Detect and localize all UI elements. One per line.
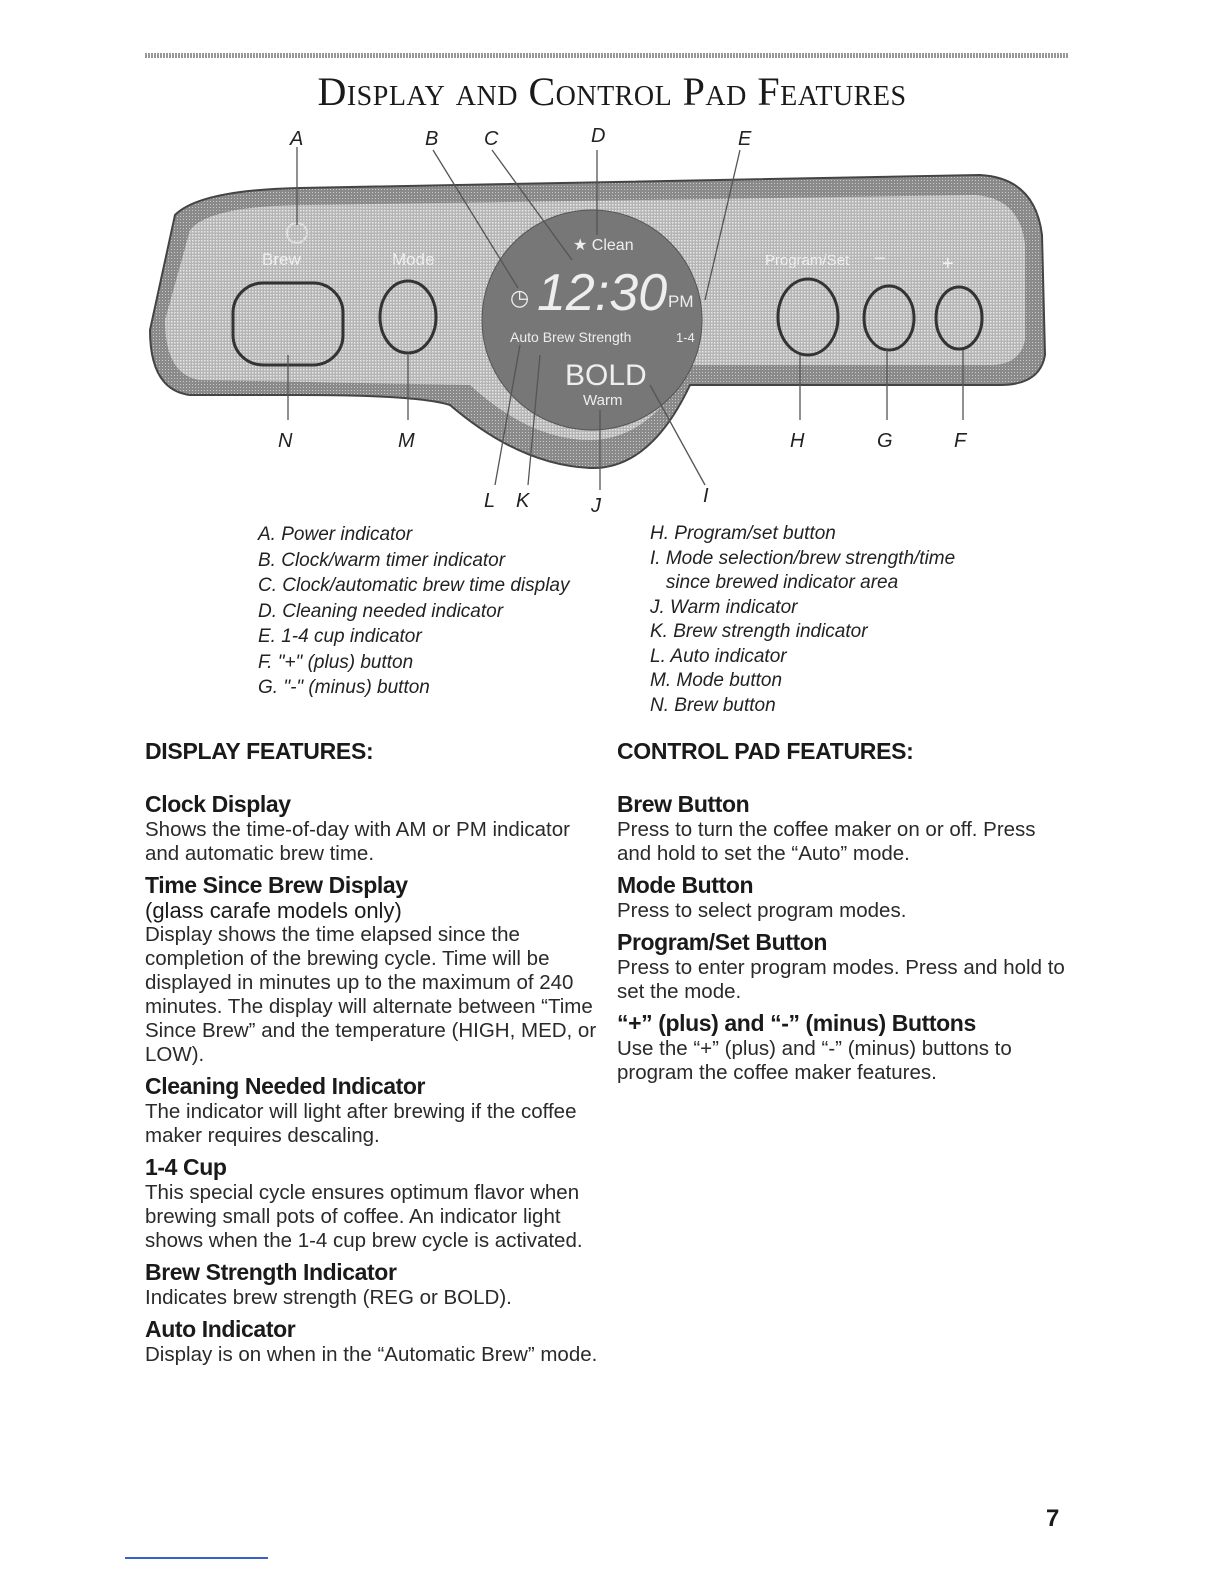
feature-text: Shows the time-of-day with AM or PM indicator and automatic brew time. <box>145 818 570 865</box>
minus-label: − <box>874 248 886 270</box>
legend-item: M. Mode button <box>650 670 783 691</box>
callout-c: C <box>484 128 499 150</box>
strength-display: BOLD <box>565 359 647 392</box>
legend-left <box>258 522 570 701</box>
callout-a: A <box>290 128 304 150</box>
callout-e: E <box>738 128 752 150</box>
callout-m: M <box>398 430 415 452</box>
pm-indicator: PM <box>668 292 694 311</box>
minus-button[interactable] <box>864 286 914 350</box>
feature-text: Press to turn the coffee maker on or off. Press and hold to set the “Auto” mode. <box>617 818 1036 865</box>
auto-brew-strength-indicator: Auto Brew Strength <box>510 329 632 345</box>
plus-label: + <box>942 253 954 275</box>
feature-text: Press to enter program modes. Press and hold to set the mode. <box>617 956 1065 1003</box>
section-heading: DISPLAY FEATURES: <box>145 738 374 764</box>
legend-item: since brewed indicator area <box>650 572 899 593</box>
callout-d: D <box>591 125 606 147</box>
time-display: 12:30 <box>537 264 668 322</box>
feature-title: Clock Display <box>145 791 291 817</box>
mode-button[interactable] <box>380 281 436 353</box>
program-set-label: Program/Set <box>765 252 850 269</box>
feature-title: Mode Button <box>617 872 754 898</box>
feature-text: Use the “+” (plus) and “-” (minus) buttons to program the coffee maker features. <box>617 1037 1012 1084</box>
feature-text: Press to select program modes. <box>617 899 907 922</box>
callout-j: J <box>591 495 601 517</box>
feature-title: Auto Indicator <box>145 1316 296 1342</box>
callout-b: B <box>425 128 439 150</box>
section-heading: CONTROL PAD FEATURES: <box>617 738 914 764</box>
legend-item: K. Brew strength indicator <box>650 621 868 642</box>
feature-title: Cleaning Needed Indicator <box>145 1073 426 1099</box>
feature-text: The indicator will light after brewing if the coffee maker requires descaling. <box>145 1100 577 1147</box>
plus-button[interactable] <box>936 287 982 349</box>
feature-title: Program/Set Button <box>617 929 828 955</box>
brew-label: Brew <box>262 250 301 269</box>
display-features <box>145 738 600 1367</box>
control-pad-features <box>617 738 1067 1085</box>
callout-f: F <box>954 430 967 452</box>
feature-title: Brew Strength Indicator <box>145 1259 397 1285</box>
legend-item: I. Mode selection/brew strength/time <box>650 547 956 569</box>
feature-text: This special cycle ensures optimum flavor when brewing small pots of coffee. An indicator light shows when the 1-4 cup brew cycle is activated. <box>145 1181 583 1252</box>
bottom-rule <box>125 1557 268 1559</box>
feature-subtitle: (glass carafe models only) <box>145 898 402 923</box>
mode-label: Mode <box>392 250 435 269</box>
page-title: Display and Control Pad Features <box>317 69 907 114</box>
legend-item: L. Auto indicator <box>650 645 787 667</box>
callout-h: H <box>790 430 805 452</box>
legend-item: F. "+" (plus) button <box>258 651 414 673</box>
program-set-button[interactable] <box>778 279 838 355</box>
page-number: 7 <box>1046 1505 1060 1532</box>
callout-i: I <box>703 485 709 507</box>
legend-item: C. Clock/automatic brew time display <box>258 575 570 596</box>
legend-right <box>650 522 955 718</box>
clean-indicator: ★ Clean <box>573 237 634 254</box>
feature-text: Display is on when in the “Automatic Brew” mode. <box>145 1343 598 1366</box>
callout-l: L <box>484 490 496 512</box>
feature-title: Time Since Brew Display <box>145 872 408 898</box>
legend-item: N. Brew button <box>650 694 776 716</box>
callout-k: K <box>516 490 530 512</box>
feature-title: 1-4 Cup <box>145 1154 227 1180</box>
feature-text: Display shows the time elapsed since the completion of the brewing cycle. Time will be displayed in minutes up to the maximum of 240 minutes. The display will alternate between “Time Since Brew” and the temperature (HIGH, MED, or LOW). <box>145 923 597 1066</box>
feature-text: Indicates brew strength (REG or BOLD). <box>145 1286 512 1309</box>
feature-title: Brew Button <box>617 791 750 817</box>
control-panel-diagram <box>0 0 1224 520</box>
legend-item: E. 1-4 cup indicator <box>258 626 422 647</box>
clock-icon: ◷ <box>510 285 530 310</box>
legend-item: H. Program/set button <box>650 523 836 544</box>
callout-g: G <box>877 430 893 452</box>
callout-n: N <box>278 430 293 452</box>
legend-item: J. Warm indicator <box>650 596 798 618</box>
legend-item: B. Clock/warm timer indicator <box>258 549 506 571</box>
warm-indicator: Warm <box>583 392 623 409</box>
legend-item: D. Cleaning needed indicator <box>258 600 504 622</box>
legend-item: A. Power indicator <box>258 524 413 545</box>
feature-title: “+” (plus) and “-” (minus) Buttons <box>617 1010 976 1036</box>
cup-indicator: 1-4 <box>676 330 695 345</box>
brew-button[interactable] <box>233 283 343 365</box>
legend-item: G. "-" (minus) button <box>258 677 430 698</box>
